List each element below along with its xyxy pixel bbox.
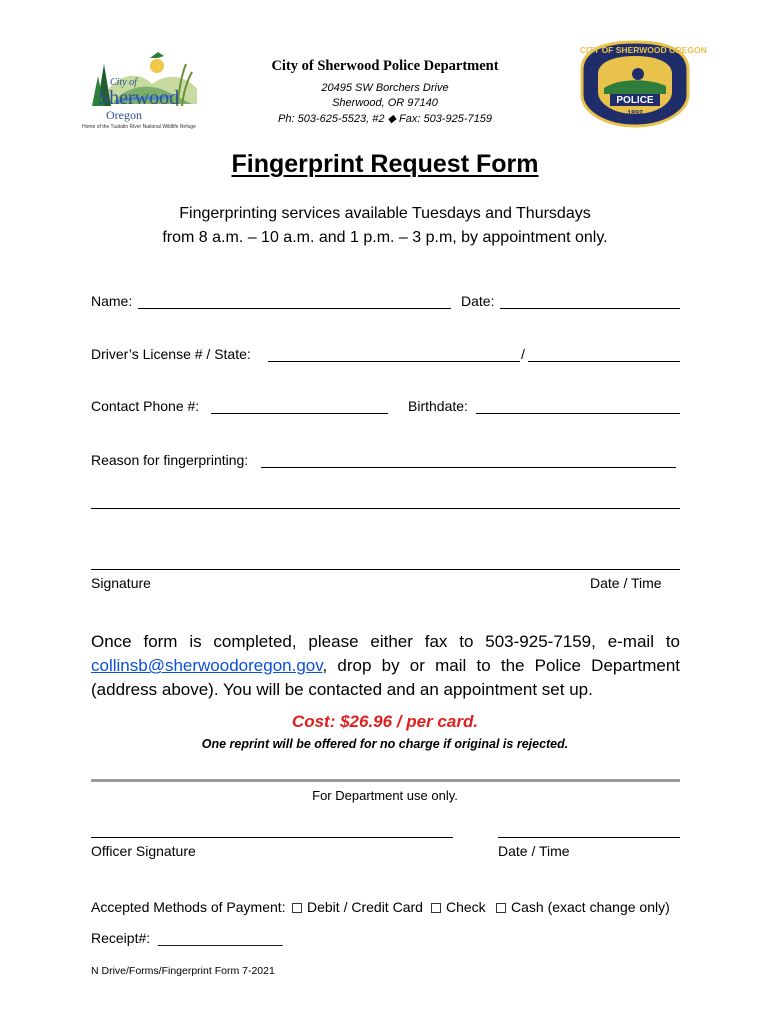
cost-text: Cost: $26.96 / per card. [291,712,479,731]
payment-option-check[interactable] [431,899,486,915]
name-label: Name: [91,293,133,309]
date-field[interactable] [500,308,680,309]
officer-signature-field[interactable] [91,837,453,838]
instructions-paragraph [91,630,680,702]
receipt-label: Receipt#: [91,930,151,946]
birthdate-field[interactable] [476,413,680,414]
reprint-note: One reprint will be offered for no charge if original is rejected. [201,737,569,751]
form-title-text: Fingerprint Request Form [231,150,539,178]
birthdate-label: Birthdate: [408,398,468,414]
instructions-text-1: Once form is completed, please either fax to 503-925-7159, e-mail to [91,632,680,651]
footer-file-path: N Drive/Forms/Fingerprint Form 7-2021 [91,965,275,977]
license-number-field[interactable] [268,361,520,362]
payment-option-cash[interactable] [496,899,670,915]
signature-field[interactable] [91,569,680,570]
email-link[interactable]: collinsb@sherwoodoregon.gov [91,656,323,675]
badge-year: 1892 [627,110,643,117]
payment-option-check-label: Check [446,899,486,915]
officer-signature-label: Officer Signature [91,843,196,859]
license-state-field[interactable] [528,361,680,362]
payment-option-card-label: Debit / Credit Card [307,899,423,915]
department-use-label: For Department use only. [312,788,458,803]
instructions-text-2: , drop by or mail to the Police Department (address above). You will be contacted and an appointment set up. [91,656,680,699]
logo-city-of: City of [110,77,137,88]
signature-date-label: Date / Time [590,575,662,591]
service-hours: from 8 a.m. – 10 a.m. and 1 p.m. – 3 p.m, by appointment only. [162,229,608,246]
date-label: Date: [461,293,495,309]
logo-tagline: Home of the Tualatin River National Wildlife Refuge [82,124,196,130]
contact-phone-field[interactable] [211,413,388,414]
payment-methods-label: Accepted Methods of Payment: [91,899,286,915]
form-title [0,150,770,179]
license-label: Driver’s License # / State: [91,346,251,362]
department-divider [91,779,680,782]
logo-oregon: Oregon [106,108,142,122]
police-badge [574,40,707,128]
reason-label: Reason for fingerprinting: [91,452,249,468]
department-datetime-field[interactable] [498,837,680,838]
contact-phone-label: Contact Phone #: [91,398,200,414]
department-name: City of Sherwood Police Department [271,58,499,74]
checkbox-card[interactable] [292,903,302,913]
reason-field-line-2[interactable] [91,508,680,509]
reason-field[interactable] [261,467,676,468]
logo-sherwood: Sherwood [98,87,180,109]
address-street: 20495 SW Borchers Drive [321,82,449,94]
signature-label: Signature [91,575,151,591]
checkbox-cash[interactable] [496,903,506,913]
payment-option-cash-label: Cash (exact change only) [511,899,670,915]
department-datetime-label: Date / Time [498,843,570,859]
license-separator: / [521,346,525,362]
receipt-field[interactable]: ________________ [158,930,283,946]
phone-fax: Ph: 503-625-5523, #2 ◆ Fax: 503-925-7159 [278,113,492,125]
service-days: Fingerprinting services available Tuesdays and Thursdays [179,205,591,222]
badge-center-text: POLICE [616,95,654,106]
checkbox-check[interactable] [431,903,441,913]
address-city: Sherwood, OR 97140 [332,97,438,109]
payment-option-card[interactable] [292,899,423,915]
name-field[interactable] [138,308,451,309]
badge-ring-text: CITY OF SHERWOOD OREGON [580,45,707,55]
